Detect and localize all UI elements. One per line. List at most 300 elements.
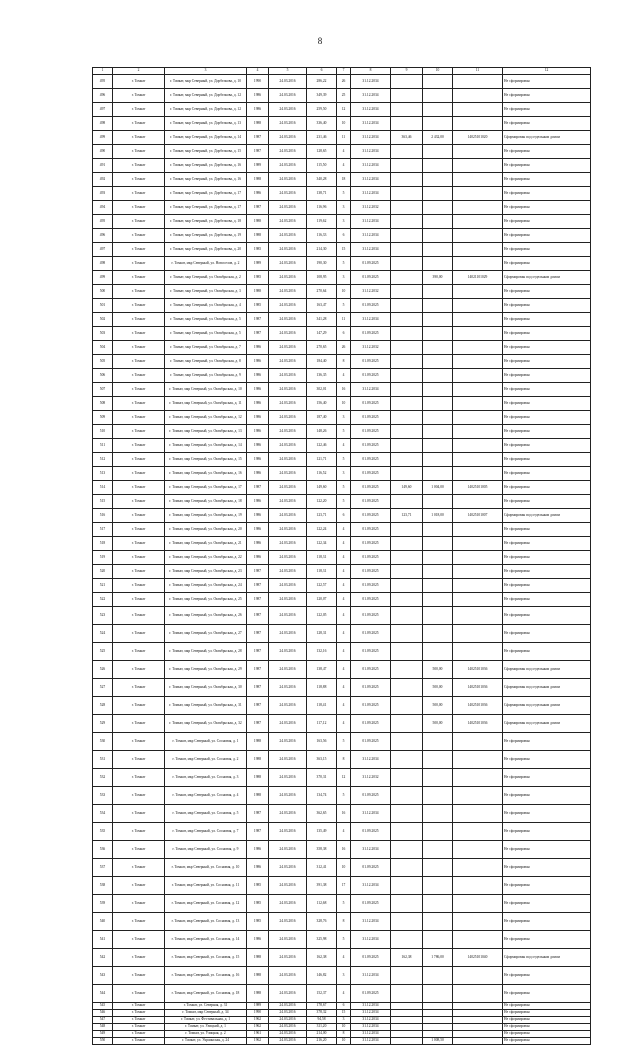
address-cell: г. Томкат, ул. Улицкий, д. 1 — [165, 1024, 247, 1031]
settlement-cell: г. Томкат — [113, 145, 165, 159]
table-row — [93, 271, 591, 285]
address-cell: г. Томкат, мкр Северный, ул. Сосновая, д. 7 — [165, 823, 247, 841]
cadastral-number-cell: 14021101029 — [453, 271, 503, 285]
address-cell: г. Томкат, мкр Северный, ул. Октябрьская, д. 30 — [165, 679, 247, 697]
total-area-cell: 149,60 — [307, 481, 337, 495]
land-status-cell: Не сформирован — [503, 215, 591, 229]
row-number-cell: 546 — [93, 1010, 113, 1017]
deadline-cell: 31.12.2034 — [351, 751, 391, 769]
residents-cell: 4 — [337, 949, 351, 967]
cost-value-cell — [423, 187, 453, 201]
settlement-cell: г. Томкат — [113, 551, 165, 565]
total-area-cell: 391,38 — [307, 877, 337, 895]
row-number-cell: 540 — [93, 913, 113, 931]
build-year-cell: 1986 — [247, 859, 269, 877]
cost-value-cell: 1 786,00 — [423, 949, 453, 967]
cost-value-cell — [423, 117, 453, 131]
table-row — [93, 215, 591, 229]
residents-cell: 11 — [337, 313, 351, 327]
table-row — [93, 661, 591, 679]
settlement-cell: г. Томкат — [113, 467, 165, 481]
cost-value-cell — [423, 229, 453, 243]
residents-cell: 4 — [337, 537, 351, 551]
residents-cell: 5 — [337, 495, 351, 509]
address-cell: г. Томкат, мкр Северный, ул. Октябрьская, д. 5 — [165, 313, 247, 327]
cadastral-number-cell — [453, 103, 503, 117]
total-area-cell: 122,20 — [307, 495, 337, 509]
cost-value-cell — [423, 257, 453, 271]
total-area-cell: 336,40 — [307, 117, 337, 131]
land-status-cell: Не сформирован — [503, 643, 591, 661]
row-number-cell: 494 — [93, 201, 113, 215]
total-area-cell: 184,40 — [307, 355, 337, 369]
total-area-cell: 122,57 — [307, 579, 337, 593]
address-cell: г. Томкат, мкр Северный, ул. Дорбелкова, д. 15 — [165, 145, 247, 159]
row-number-cell: 510 — [93, 425, 113, 439]
total-area-cell: 116,33 — [307, 229, 337, 243]
deadline-cell: 01.09.2025 — [351, 565, 391, 579]
inclusion-date-cell: 24.03.2016 — [269, 565, 307, 579]
cadastral-number-cell — [453, 823, 503, 841]
column-header: 3 — [165, 68, 247, 75]
total-area-cell: 134,74 — [307, 787, 337, 805]
area-value-cell — [391, 697, 423, 715]
inclusion-date-cell: 24.03.2016 — [269, 895, 307, 913]
residents-cell: 10 — [337, 1038, 351, 1045]
land-status-cell: Не сформирован — [503, 411, 591, 425]
land-status-cell: Не сформирован — [503, 931, 591, 949]
inclusion-date-cell: 24.03.2016 — [269, 679, 307, 697]
area-value-cell — [391, 313, 423, 327]
residents-cell: 16 — [337, 841, 351, 859]
area-value-cell — [391, 397, 423, 411]
row-number-cell: 495 — [93, 75, 113, 89]
table-row — [93, 565, 591, 579]
land-status-cell: Не сформирован — [503, 495, 591, 509]
settlement-cell: г. Томкат — [113, 285, 165, 299]
build-year-cell: 1986 — [247, 551, 269, 565]
deadline-cell: 01.09.2025 — [351, 661, 391, 679]
address-cell: г. Томкат, мкр Северный, ул. Октябрьская, д. 25 — [165, 593, 247, 607]
build-year-cell: 1990 — [247, 75, 269, 89]
total-area-cell: 122,46 — [307, 439, 337, 453]
inclusion-date-cell: 24.03.2016 — [269, 467, 307, 481]
settlement-cell: г. Томкат — [113, 229, 165, 243]
deadline-cell: 01.09.2025 — [351, 495, 391, 509]
row-number-cell: 520 — [93, 565, 113, 579]
table-row — [93, 895, 591, 913]
deadline-cell: 01.09.2025 — [351, 579, 391, 593]
land-status-cell: Не сформирован — [503, 145, 591, 159]
residents-cell: 18 — [337, 173, 351, 187]
address-cell: г. Томкат, мкр Северный, ул. Октябрьская, д. 21 — [165, 537, 247, 551]
land-status-cell: Не сформирован — [503, 1003, 591, 1010]
address-cell: г. Томкат, мкр Северный, ул. Октябрьская, д. 7 — [165, 341, 247, 355]
land-status-cell: Не сформирован — [503, 369, 591, 383]
cost-value-cell: 1 004,00 — [423, 481, 453, 495]
build-year-cell: 1987 — [247, 607, 269, 625]
residents-cell: 25 — [337, 89, 351, 103]
area-value-cell — [391, 805, 423, 823]
cadastral-number-cell: 14025101036 — [453, 679, 503, 697]
row-number-cell: 493 — [93, 187, 113, 201]
deadline-cell: 01.09.2025 — [351, 625, 391, 643]
cost-value-cell — [423, 103, 453, 117]
settlement-cell: г. Томкат — [113, 697, 165, 715]
cadastral-number-cell: 14025101036 — [453, 697, 503, 715]
land-status-cell: Не сформирован — [503, 787, 591, 805]
area-value-cell — [391, 551, 423, 565]
settlement-cell: г. Томкат — [113, 931, 165, 949]
total-area-cell: 138,71 — [307, 187, 337, 201]
cadastral-number-cell — [453, 201, 503, 215]
land-status-cell: Не сформирован — [503, 481, 591, 495]
land-status-cell: Не сформирован — [503, 285, 591, 299]
cadastral-number-cell — [453, 299, 503, 313]
land-status-cell: Не сформирован — [503, 523, 591, 537]
cost-value-cell — [423, 439, 453, 453]
area-value-cell — [391, 751, 423, 769]
land-status-cell: Не сформирован — [503, 355, 591, 369]
table-row — [93, 355, 591, 369]
table-row — [93, 131, 591, 145]
cadastral-number-cell — [453, 967, 503, 985]
table-row — [93, 1003, 591, 1010]
inclusion-date-cell: 24.03.2016 — [269, 299, 307, 313]
row-number-cell: 507 — [93, 383, 113, 397]
table-row — [93, 257, 591, 271]
cost-value-cell — [423, 607, 453, 625]
land-status-cell: Не сформирован — [503, 593, 591, 607]
address-cell: г. Томкат, мкр Северный, ул. Октябрьская, д. 32 — [165, 715, 247, 733]
build-year-cell: 1989 — [247, 1003, 269, 1010]
deadline-cell: 01.09.2025 — [351, 509, 391, 523]
deadline-cell: 01.09.2025 — [351, 787, 391, 805]
address-cell: г. Томкат, мкр Северный, ул. Дорбелкова, д. 20 — [165, 243, 247, 257]
cost-value-cell: 2 432,00 — [423, 131, 453, 145]
table-row — [93, 841, 591, 859]
column-header: 12 — [503, 68, 591, 75]
table-row — [93, 1031, 591, 1038]
deadline-cell: 01.09.2025 — [351, 607, 391, 625]
inclusion-date-cell: 24.03.2016 — [269, 411, 307, 425]
table-row — [93, 467, 591, 481]
area-value-cell — [391, 215, 423, 229]
table-row — [93, 243, 591, 257]
land-status-cell: Не сформирован — [503, 733, 591, 751]
column-header: 8 — [351, 68, 391, 75]
row-number-cell: 528 — [93, 697, 113, 715]
inclusion-date-cell: 24.03.2016 — [269, 949, 307, 967]
cadastral-number-cell — [453, 439, 503, 453]
build-year-cell: 1986 — [247, 355, 269, 369]
cadastral-number-cell — [453, 495, 503, 509]
deadline-cell: 31.12.2034 — [351, 1017, 391, 1024]
table-row — [93, 327, 591, 341]
land-status-cell: Сформирован под отдельным домом — [503, 509, 591, 523]
area-value-cell: 162,38 — [391, 949, 423, 967]
cost-value-cell — [423, 823, 453, 841]
build-year-cell: 1986 — [247, 425, 269, 439]
residents-cell: 6 — [337, 509, 351, 523]
table-row — [93, 369, 591, 383]
build-year-cell: 1986 — [247, 89, 269, 103]
build-year-cell: 1986 — [247, 103, 269, 117]
build-year-cell: 1987 — [247, 661, 269, 679]
build-year-cell: 1962 — [247, 1017, 269, 1024]
land-status-cell: Не сформирован — [503, 173, 591, 187]
build-year-cell: 1985 — [247, 299, 269, 313]
table-row — [93, 453, 591, 467]
settlement-cell: г. Томкат — [113, 257, 165, 271]
address-cell: г. Томкат, мкр Северный, ул. Новоселов, д. 2 — [165, 257, 247, 271]
row-number-cell: 500 — [93, 285, 113, 299]
settlement-cell: г. Томкат — [113, 805, 165, 823]
cost-value-cell — [423, 355, 453, 369]
residents-cell: 5 — [337, 425, 351, 439]
table-row — [93, 967, 591, 985]
residents-cell: 4 — [337, 159, 351, 173]
row-number-cell: 505 — [93, 355, 113, 369]
residents-cell: 26 — [337, 75, 351, 89]
area-value-cell — [391, 201, 423, 215]
cadastral-number-cell — [453, 145, 503, 159]
land-status-cell: Не сформирован — [503, 467, 591, 481]
total-area-cell: 118,41 — [307, 697, 337, 715]
residents-cell: 5 — [337, 481, 351, 495]
table-row — [93, 299, 591, 313]
area-value-cell — [391, 823, 423, 841]
cost-value-cell — [423, 299, 453, 313]
build-year-cell: 1987 — [247, 593, 269, 607]
cadastral-number-cell — [453, 383, 503, 397]
land-status-cell: Не сформирован — [503, 397, 591, 411]
cost-value-cell — [423, 495, 453, 509]
residents-cell: 3 — [337, 967, 351, 985]
cost-value-cell: 500,00 — [423, 715, 453, 733]
area-value-cell — [391, 229, 423, 243]
inclusion-date-cell: 24.03.2016 — [269, 117, 307, 131]
inclusion-date-cell: 24.03.2016 — [269, 369, 307, 383]
inclusion-date-cell: 24.03.2016 — [269, 131, 307, 145]
settlement-cell: г. Томкат — [113, 1003, 165, 1010]
land-status-cell: Не сформирован — [503, 859, 591, 877]
residents-cell: 8 — [337, 1031, 351, 1038]
address-cell: г. Томкат, мкр Северный, ул. Октябрьская, д. 4 — [165, 299, 247, 313]
residents-cell: 4 — [337, 643, 351, 661]
land-status-cell: Не сформирован — [503, 159, 591, 173]
settlement-cell: г. Томкат — [113, 187, 165, 201]
table-row — [93, 913, 591, 931]
build-year-cell: 1986 — [247, 341, 269, 355]
area-value-cell — [391, 1031, 423, 1038]
area-value-cell — [391, 355, 423, 369]
inclusion-date-cell: 24.03.2016 — [269, 201, 307, 215]
build-year-cell: 1989 — [247, 159, 269, 173]
settlement-cell: г. Томкат — [113, 859, 165, 877]
table-row — [93, 481, 591, 495]
area-value-cell — [391, 565, 423, 579]
deadline-cell: 31.12.2034 — [351, 1024, 391, 1031]
cadastral-number-cell — [453, 397, 503, 411]
cadastral-number-cell — [453, 625, 503, 643]
settlement-cell: г. Томкат — [113, 985, 165, 1003]
cost-value-cell — [423, 537, 453, 551]
row-number-cell: 490 — [93, 145, 113, 159]
area-value-cell — [391, 841, 423, 859]
residents-cell: 15 — [337, 243, 351, 257]
land-status-cell: Не сформирован — [503, 841, 591, 859]
address-cell: г. Томкат, мкр Северный, ул. Октябрьская, д. 9 — [165, 369, 247, 383]
row-number-cell: 527 — [93, 679, 113, 697]
area-value-cell — [391, 495, 423, 509]
total-area-cell: 122,34 — [307, 537, 337, 551]
total-area-cell: 120,07 — [307, 593, 337, 607]
area-value-cell — [391, 439, 423, 453]
area-value-cell — [391, 145, 423, 159]
build-year-cell: 1988 — [247, 751, 269, 769]
build-year-cell: 1986 — [247, 439, 269, 453]
row-number-cell: 547 — [93, 1017, 113, 1024]
table-row — [93, 1010, 591, 1017]
cost-value-cell — [423, 859, 453, 877]
address-cell: г. Томкат, мкр Северный, ул. Октябрьская, д. 27 — [165, 625, 247, 643]
row-number-cell: 529 — [93, 715, 113, 733]
residents-cell: 5 — [337, 931, 351, 949]
settlement-cell: г. Томкат — [113, 643, 165, 661]
cadastral-number-cell: 14025101036 — [453, 661, 503, 679]
total-area-cell: 370,31 — [307, 769, 337, 787]
cost-value-cell: 1 018,00 — [423, 509, 453, 523]
cadastral-number-cell — [453, 75, 503, 89]
address-cell: г. Томкат, мкр Северный, ул. Дорбелкова, д. 10 — [165, 75, 247, 89]
build-year-cell: 1987 — [247, 201, 269, 215]
build-year-cell: 1987 — [247, 625, 269, 643]
inclusion-date-cell: 24.03.2016 — [269, 769, 307, 787]
area-value-cell: 123,71 — [391, 509, 423, 523]
total-area-cell: 138,47 — [307, 661, 337, 679]
cost-value-cell — [423, 579, 453, 593]
cadastral-number-cell — [453, 643, 503, 661]
deadline-cell: 31.12.2034 — [351, 1038, 391, 1045]
settlement-cell: г. Томкат — [113, 1024, 165, 1031]
total-area-cell: 328,76 — [307, 913, 337, 931]
total-area-cell: 148,26 — [307, 425, 337, 439]
residents-cell: 5 — [337, 187, 351, 201]
land-status-cell: Не сформирован — [503, 201, 591, 215]
total-area-cell: 156,40 — [307, 397, 337, 411]
land-status-cell: Не сформирован — [503, 967, 591, 985]
cost-value-cell — [423, 805, 453, 823]
table-row — [93, 75, 591, 89]
inclusion-date-cell: 24.03.2016 — [269, 1031, 307, 1038]
table-row — [93, 697, 591, 715]
land-status-cell: Не сформирован — [503, 823, 591, 841]
area-value-cell — [391, 985, 423, 1003]
total-area-cell: 163,56 — [307, 733, 337, 751]
settlement-cell: г. Томкат — [113, 949, 165, 967]
build-year-cell: 1986 — [247, 495, 269, 509]
build-year-cell: 1987 — [247, 481, 269, 495]
settlement-cell: г. Томкат — [113, 103, 165, 117]
build-year-cell: 1987 — [247, 823, 269, 841]
column-header: 4 — [247, 68, 269, 75]
deadline-cell: 01.09.2025 — [351, 551, 391, 565]
deadline-cell: 31.12.2034 — [351, 931, 391, 949]
address-cell: г. Томкат, ул. Украинская, д. 24 — [165, 1038, 247, 1045]
cadastral-number-cell — [453, 607, 503, 625]
settlement-cell: г. Томкат — [113, 425, 165, 439]
total-area-cell: 115,50 — [307, 159, 337, 173]
land-status-cell: Не сформирован — [503, 1024, 591, 1031]
settlement-cell: г. Томкат — [113, 537, 165, 551]
settlement-cell: г. Томкат — [113, 299, 165, 313]
address-cell: г. Томкат, мкр Северный, ул. Дорбелкова, д. 17 — [165, 201, 247, 215]
table-row — [93, 523, 591, 537]
land-status-cell: Не сформирован — [503, 439, 591, 453]
address-cell: г. Томкат, мкр Северный, ул. Октябрьская, д. 22 — [165, 551, 247, 565]
total-area-cell: 270,64 — [307, 285, 337, 299]
deadline-cell: 31.12.2032 — [351, 201, 391, 215]
area-value-cell — [391, 579, 423, 593]
total-area-cell: 132,16 — [307, 643, 337, 661]
row-number-cell: 545 — [93, 1003, 113, 1010]
row-number-cell: 508 — [93, 397, 113, 411]
deadline-cell: 01.09.2025 — [351, 355, 391, 369]
total-area-cell: 152,37 — [307, 985, 337, 1003]
inclusion-date-cell: 24.03.2016 — [269, 495, 307, 509]
inclusion-date-cell: 24.03.2016 — [269, 643, 307, 661]
residents-cell: 10 — [337, 1024, 351, 1031]
total-area-cell: 119,62 — [307, 215, 337, 229]
build-year-cell: 1988 — [247, 117, 269, 131]
cadastral-number-cell — [453, 523, 503, 537]
table-header-row — [93, 68, 591, 75]
area-value-cell — [391, 1038, 423, 1045]
build-year-cell: 1990 — [247, 1010, 269, 1017]
row-number-cell: 530 — [93, 733, 113, 751]
total-area-cell: 118,31 — [307, 551, 337, 565]
total-area-cell: 163,47 — [307, 299, 337, 313]
residents-cell: 6 — [337, 327, 351, 341]
inclusion-date-cell: 24.03.2016 — [269, 75, 307, 89]
settlement-cell: г. Томкат — [113, 1017, 165, 1024]
build-year-cell: 1987 — [247, 131, 269, 145]
address-cell: г. Томкат, мкр Северный, ул. Октябрьская, д. 12 — [165, 411, 247, 425]
inclusion-date-cell: 24.03.2016 — [269, 481, 307, 495]
inclusion-date-cell: 24.03.2016 — [269, 159, 307, 173]
land-status-cell: Не сформирован — [503, 341, 591, 355]
build-year-cell: 1987 — [247, 679, 269, 697]
inclusion-date-cell: 24.03.2016 — [269, 271, 307, 285]
inclusion-date-cell: 24.03.2016 — [269, 89, 307, 103]
cadastral-number-cell: 14025101005 — [453, 481, 503, 495]
cost-value-cell — [423, 243, 453, 257]
area-value-cell — [391, 243, 423, 257]
total-area-cell: 259,50 — [307, 103, 337, 117]
deadline-cell: 01.09.2025 — [351, 949, 391, 967]
cadastral-number-cell: 14025101020 — [453, 131, 503, 145]
cadastral-number-cell — [453, 159, 503, 173]
settlement-cell: г. Томкат — [113, 1010, 165, 1017]
address-cell: г. Томкат, мкр Северный, ул. Октябрьская, д. 3 — [165, 285, 247, 299]
cost-value-cell — [423, 985, 453, 1003]
row-number-cell: 537 — [93, 859, 113, 877]
area-value-cell — [391, 1024, 423, 1031]
settlement-cell: г. Томкат — [113, 313, 165, 327]
deadline-cell: 01.09.2025 — [351, 715, 391, 733]
table-row — [93, 89, 591, 103]
